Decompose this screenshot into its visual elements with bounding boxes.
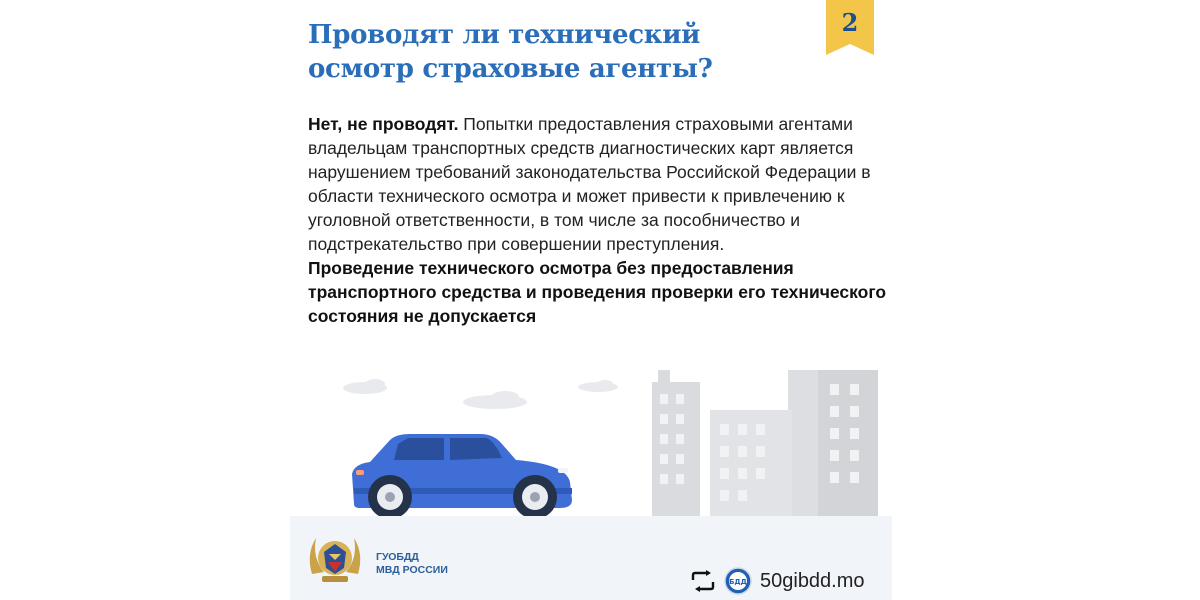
account-name[interactable]: 50gibdd.mo <box>760 569 865 592</box>
org-line-2: МВД РОССИИ <box>376 564 448 576</box>
badge-number: 2 <box>841 8 859 37</box>
card-title <box>308 18 713 86</box>
org-line-1: ГУОБДД <box>376 551 419 563</box>
conclusion-paragraph <box>308 256 892 328</box>
card-body <box>308 112 892 328</box>
conclusion-bold: Проведение технического осмотра без предоставления транспортного средства и проведения проверки его технического состояния не допускается <box>308 258 887 326</box>
answer-text: Попытки предоставления страховыми агентами владельцам транспортных средств диагностических карт является нарушением требований законодательства Российской Федерации в области технического осмотра и может привести к привлечению к уголовной ответственности, в том числе за пособничество и подстрекательство при совершении преступления. <box>308 114 871 254</box>
clouds <box>343 379 618 409</box>
page-number-badge <box>826 0 874 55</box>
buildings-illustration <box>652 370 878 520</box>
car-illustration <box>352 434 572 519</box>
repost-attribution[interactable] <box>690 566 865 596</box>
repost-icon <box>690 570 716 592</box>
emblem-icon <box>304 530 366 586</box>
body-paragraph <box>308 112 892 256</box>
street-illustration <box>290 370 892 520</box>
organization-name <box>376 551 448 577</box>
infographic-card <box>290 0 892 600</box>
answer-bold: Нет, не проводят. <box>308 114 459 134</box>
avatar-text: БДД <box>729 578 747 586</box>
account-avatar-icon[interactable] <box>724 567 752 595</box>
title-line-1: Проводят ли технический <box>308 20 701 50</box>
title-line-2: осмотр страховые агенты? <box>308 54 713 84</box>
